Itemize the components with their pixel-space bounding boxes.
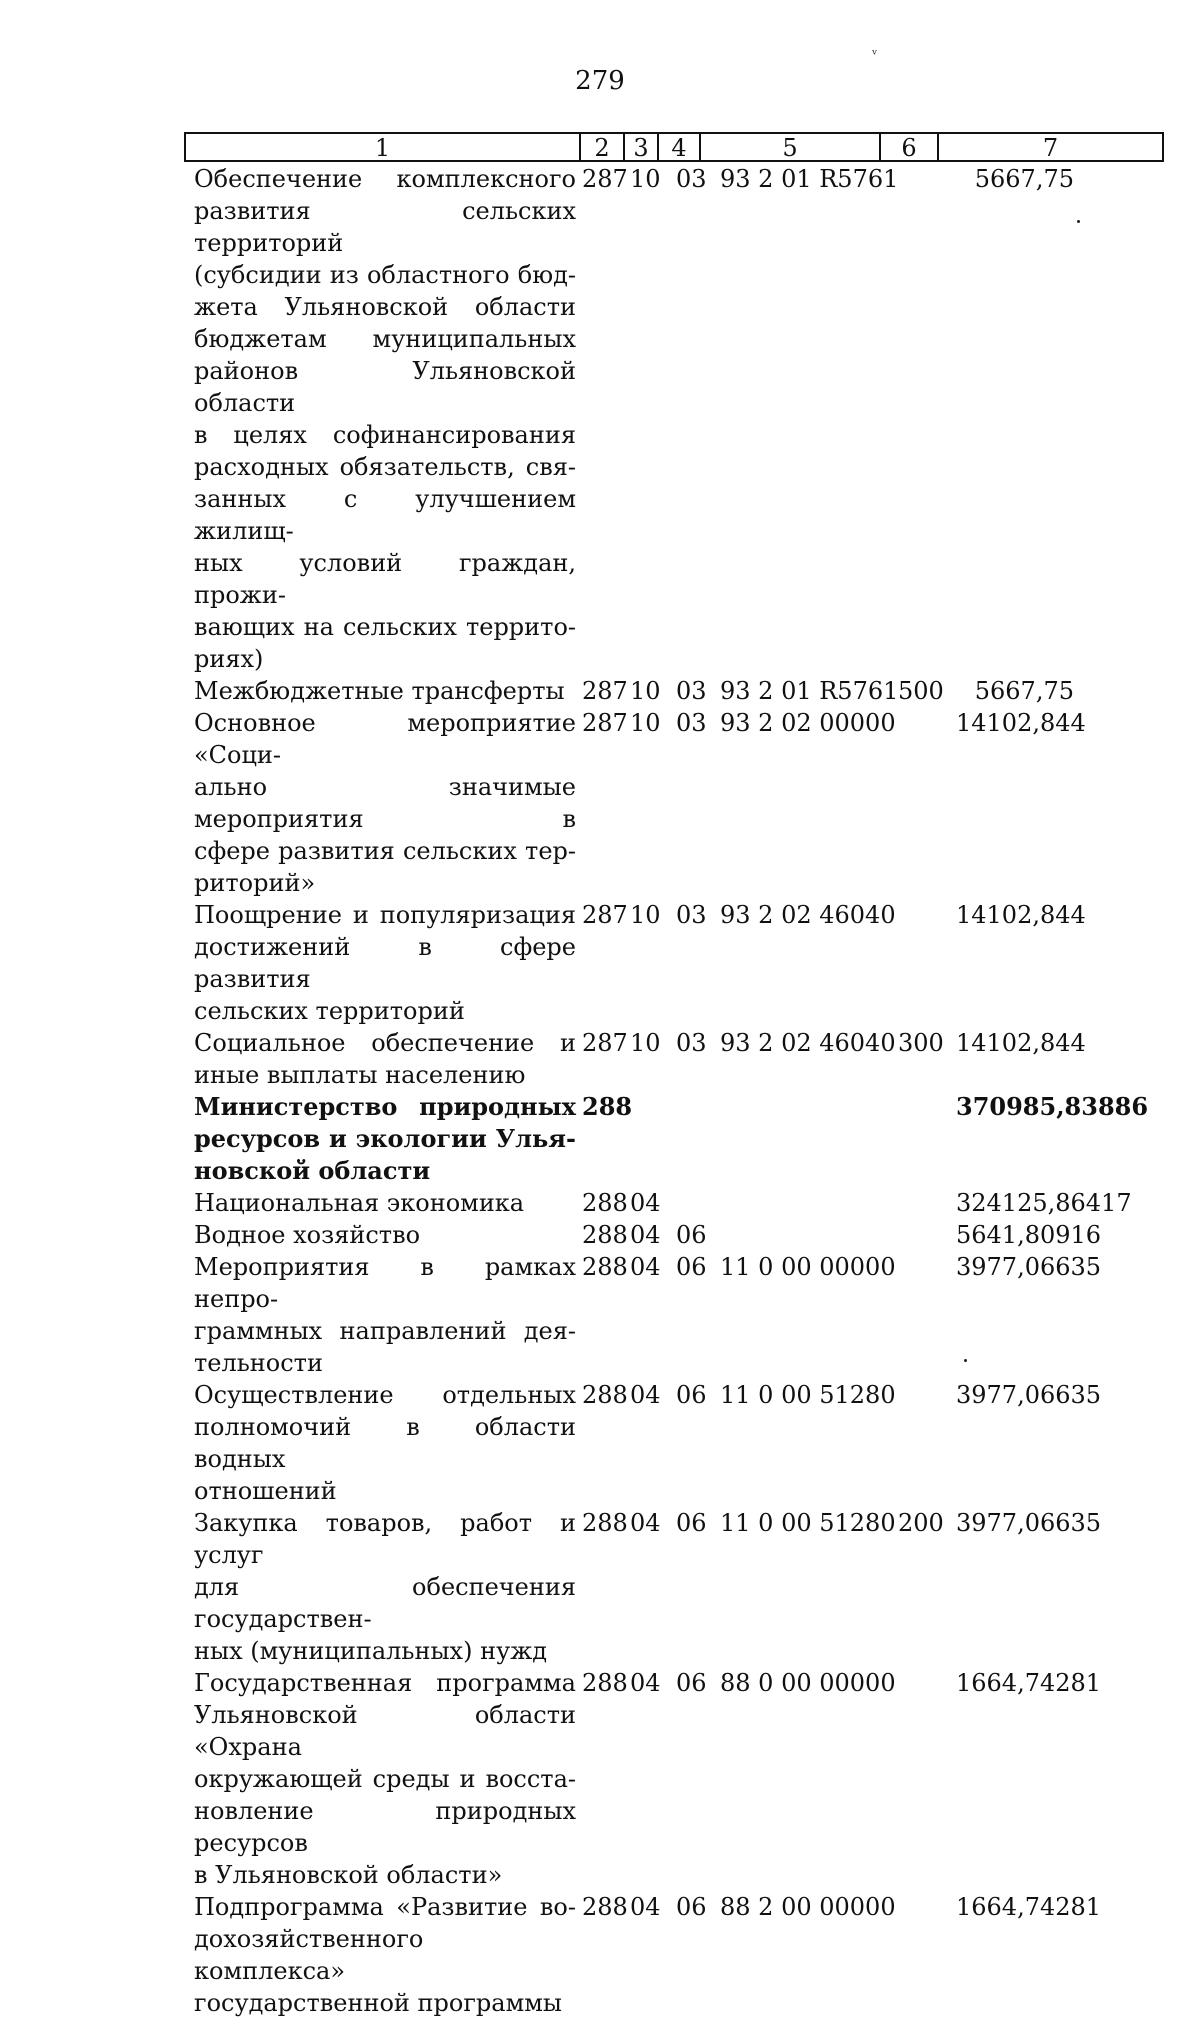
table-row [194,1091,1174,1187]
cell-c4: 03 [676,1029,707,1057]
description-line: отношений [194,1477,337,1505]
cell-c5: 93 2 01 R5761 [720,677,899,705]
table-header [184,132,1164,162]
row-description [194,163,576,675]
cell-c4: 06 [676,1669,707,1697]
cell-c4: 03 [676,165,707,193]
description-line: Поощрение и популяризация [194,901,576,929]
header-col-7: 7 [1042,134,1059,162]
page-number: 279 [575,66,625,96]
table-row [194,1379,1174,1507]
row-description [194,1507,576,1667]
header-col-6: 6 [881,134,939,160]
cell-c3: 10 [630,677,661,705]
cell-c7: 5667,75 [974,165,1074,193]
table-body [194,163,1174,2019]
cell-c7: 5667,75 [974,677,1074,705]
description-line: Осуществление отдельных [194,1381,576,1409]
table-row [194,707,1174,899]
header-col-3: 3 [625,134,659,160]
header-col-2: 2 [581,134,625,160]
description-line: тельности [194,1349,323,1377]
cell-c3: 04 [630,1381,661,1409]
description-line: риторий» [194,869,316,897]
cell-c2: 288 [582,1669,628,1697]
table-row [194,1891,1174,2019]
cell-c2: 288 [582,1221,628,1249]
cell-c3: 04 [630,1189,661,1217]
cell-c2: 288 [582,1189,628,1217]
table-row [194,1507,1174,1667]
description-line: районов Ульяновской области [194,357,576,417]
table-row [194,1187,1174,1219]
description-line: бюджетам муниципальных [194,325,576,353]
table-row [194,675,1174,707]
cell-c2: 288 [582,1253,628,1281]
description-line: окружающей среды и восста- [194,1765,576,1793]
cell-c4: 06 [676,1253,707,1281]
description-line: Государственная программа [194,1669,576,1697]
cell-c7: 1664,74281 [956,1893,1102,1921]
description-line: ресурсов и экологии Улья- [194,1124,576,1153]
cell-c7: 14102,844 [956,709,1086,737]
table-row [194,1027,1174,1091]
description-line: Министерство природных [194,1092,576,1121]
description-line: Обеспечение комплексного [194,165,576,193]
description-line: сельских территорий [194,997,465,1025]
cell-c7: 5641,80916 [956,1221,1102,1249]
cell-c3: 10 [630,709,661,737]
cell-c7: 14102,844 [956,901,1086,929]
table-row [194,1219,1174,1251]
cell-c4: 06 [676,1381,707,1409]
cell-c5: 93 2 02 00000 [720,709,896,737]
cell-c5: 93 2 02 46040 [720,901,896,929]
table-row [194,1667,1174,1891]
description-line: полномочий в области водных [194,1413,576,1473]
description-line: дохозяйственного комплекса» [194,1925,424,1985]
description-line: ально значимые мероприятия в [194,773,576,833]
row-description [194,707,576,899]
cell-c6: 500 [898,677,944,705]
cell-c6: 300 [898,1029,944,1057]
cell-c2: 287 [582,677,628,705]
cell-c2: 287 [582,901,628,929]
cell-c7: 324125,86417 [956,1189,1132,1217]
cell-c3: 10 [630,165,661,193]
description-line: Закупка товаров, работ и услуг [194,1509,576,1569]
cell-c7: 14102,844 [956,1029,1086,1057]
description-line: Мероприятия в рамках непро- [194,1253,576,1313]
cell-c4: 03 [676,677,707,705]
description-line: жета Ульяновской области [194,293,576,321]
description-line: занных с улучшением жилищ- [194,485,576,545]
cell-c7: 3977,06635 [956,1381,1102,1409]
cell-c5: 11 0 00 51280 [720,1509,896,1537]
header-col-4: 4 [659,134,701,160]
row-description [194,1667,576,1891]
table-row [194,1251,1174,1379]
cell-c4: 06 [676,1509,707,1537]
row-description [194,1091,576,1187]
row-description [194,1027,576,1091]
description-line: Национальная экономика [194,1189,525,1217]
row-description [194,675,576,707]
header-col-5: 5 [701,134,881,160]
cell-c4: 03 [676,901,707,929]
cell-c5: 93 2 01 R5761 [720,165,899,193]
description-line: сфере развития сельских тер- [194,837,576,865]
description-line: иные выплаты населению [194,1061,526,1089]
table-row [194,899,1174,1027]
description-line: государственной программы [194,1989,563,2017]
cell-c3: 04 [630,1253,661,1281]
cell-c3: 10 [630,901,661,929]
cell-c2: 288 [582,1092,633,1121]
description-line: достижений в сфере развития [194,933,576,993]
cell-c5: 88 0 00 00000 [720,1669,896,1697]
cell-c7: 3977,06635 [956,1509,1102,1537]
cell-c4: 06 [676,1893,707,1921]
cell-c6: 200 [898,1509,944,1537]
cell-c7: 1664,74281 [956,1669,1102,1697]
cell-c3: 04 [630,1509,661,1537]
description-line: в Ульяновской области» [194,1861,503,1889]
table-row [194,163,1174,675]
row-description [194,1187,576,1219]
cell-c2: 287 [582,709,628,737]
description-line: ных условий граждан, прожи- [194,549,576,609]
description-line: Основное мероприятие «Соци- [194,709,576,769]
description-line: ных (муниципальных) нужд [194,1637,548,1665]
row-description [194,1219,576,1251]
description-line: новской области [194,1156,431,1185]
row-description [194,1891,576,2019]
description-line: для обеспечения государствен- [194,1573,576,1633]
description-line: Межбюджетные трансферты [194,677,565,705]
description-line: Ульяновской области «Охрана [194,1701,576,1761]
row-description [194,899,576,1027]
cell-c2: 288 [582,1381,628,1409]
description-line: новление природных ресурсов [194,1797,576,1857]
header-col-1: 1 [186,134,581,160]
description-line: Социальное обеспечение и [194,1029,576,1057]
cell-c3: 04 [630,1221,661,1249]
description-line: риях) [194,645,264,673]
description-line: (субсидии из областного бюд- [194,261,576,289]
cell-c5: 88 2 00 00000 [720,1893,896,1921]
cell-c5: 11 0 00 00000 [720,1253,896,1281]
cell-c7: 3977,06635 [956,1253,1102,1281]
cell-c2: 287 [582,165,628,193]
cell-c2: 288 [582,1893,628,1921]
description-line: граммных направлений дея- [194,1317,576,1345]
description-line: Водное хозяйство [194,1221,421,1249]
description-line: развития сельских территорий [194,197,576,257]
stray-mark: ᵛ [872,47,878,63]
cell-c5: 11 0 00 51280 [720,1381,896,1409]
description-line: расходных обязательств, свя- [194,453,576,481]
description-line: Подпрограмма «Развитие во- [194,1893,576,1921]
cell-c2: 287 [582,1029,628,1057]
row-description [194,1251,576,1379]
cell-c3: 04 [630,1669,661,1697]
cell-c2: 288 [582,1509,628,1537]
row-description [194,1379,576,1507]
description-line: вающих на сельских террито- [194,613,576,641]
cell-c4: 06 [676,1221,707,1249]
cell-c3: 10 [630,1029,661,1057]
cell-c5: 93 2 02 46040 [720,1029,896,1057]
cell-c7: 370985,83886 [956,1092,1149,1121]
cell-c4: 03 [676,709,707,737]
cell-c3: 04 [630,1893,661,1921]
description-line: в целях софинансирования [194,421,576,449]
